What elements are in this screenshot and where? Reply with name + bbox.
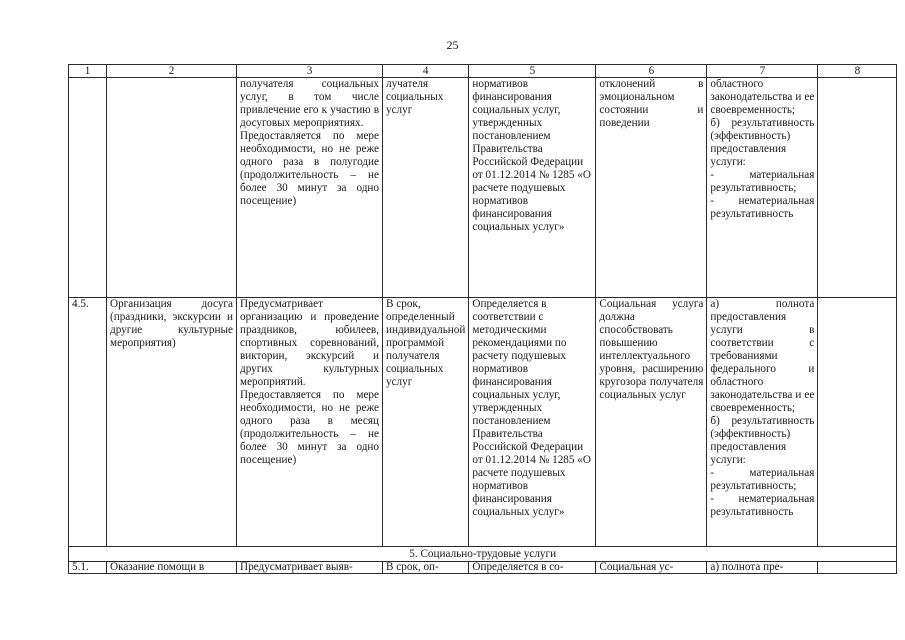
cell-description: получателя социальных услуг, в том числе привлечение его к участию в досуговых мероприятиях. Предоставляется по мере необходимости, но не реже одного раза в полугодие (продолжительность – не более 30 минут за одно посещение) xyxy=(237,78,383,298)
cell-description: Предусматривает выяв- xyxy=(237,562,383,574)
cell-conditions xyxy=(818,298,897,547)
col-number-4: 4 xyxy=(383,65,469,78)
col-number-1: 1 xyxy=(69,65,107,78)
cell-quality: Социальная ус- xyxy=(596,562,707,574)
col-number-6: 6 xyxy=(596,65,707,78)
page-number: 25 xyxy=(446,38,459,52)
cell-conditions xyxy=(818,78,897,298)
section-title: 5. Социально-трудовые услуги xyxy=(69,547,897,562)
cell-service-name: Оказание помощи в xyxy=(107,562,237,574)
cell-cost: Определяется в соответствии с методическими рекомендациями по расчету подушевых нормативов финансирования социальных услуг, утвержденных постановлением Правительства Российской Федерации от 01.12.2014 № 1285 «О расчете подушевых нормативов финансирования социальных услуг» xyxy=(469,298,596,547)
col-number-7: 7 xyxy=(707,65,818,78)
cell-evaluation: а) полнота пре- xyxy=(707,562,818,574)
column-number-row xyxy=(69,65,897,78)
cell-cost: нормативов финансирования социальных услуг, утвержденных постановлением Правительства Российской Федерации от 01.12.2014 № 1285 «О расчете подушевых нормативов финансирования социальных услуг» xyxy=(469,78,596,298)
services-table xyxy=(68,64,897,574)
table-row-4-5 xyxy=(69,298,897,547)
cell-description: Предусматривает организацию и проведение праздников, юбилеев, спортивных соревнований, викторин, экскурсий и других культурных мероприятий. Предоставляется по мере необходимости, но не реже одного раза в месяц (продолжительность – не более 30 минут за одно посещение) xyxy=(237,298,383,547)
table-row-continued xyxy=(69,78,897,298)
cell-service-name: Организация досуга (праздники, экскурсии и другие культурные мероприятия) xyxy=(107,298,237,547)
cell-conditions xyxy=(818,562,897,574)
cell-deadline: В срок, оп- xyxy=(383,562,469,574)
col-number-2: 2 xyxy=(107,65,237,78)
section-row xyxy=(69,547,897,562)
cell-evaluation: а) полнота предоставления услуги в соответствии с требованиями федерального и областного законодательства и ее своевременность; б) результативность (эффективность) предоставления услуги: - материальная результативность; - нематериальная результативность xyxy=(707,298,818,547)
col-number-3: 3 xyxy=(237,65,383,78)
cell-quality: Социальная услуга должна способствовать повышению интеллектуального уровня, расширению кругозора получателя социальных услуг xyxy=(596,298,707,547)
cell-number xyxy=(69,78,107,298)
cell-deadline: В срок, определенный индивидуальной программой получателя социальных услуг xyxy=(383,298,469,547)
table-row-5-1 xyxy=(69,562,897,574)
cell-deadline: лучателя социальных услуг xyxy=(383,78,469,298)
cell-evaluation: областного законодательства и ее своевременность; б) результативность (эффективность) предоставления услуги: - материальная результативность; - нематериальная результативность xyxy=(707,78,818,298)
col-number-8: 8 xyxy=(818,65,897,78)
cell-cost: Определяется в со- xyxy=(469,562,596,574)
col-number-5: 5 xyxy=(469,65,596,78)
cell-quality: отклонений в эмоциональном состоянии и поведении xyxy=(596,78,707,298)
cell-number: 4.5. xyxy=(69,298,107,547)
cell-number: 5.1. xyxy=(69,562,107,574)
cell-service-name xyxy=(107,78,237,298)
